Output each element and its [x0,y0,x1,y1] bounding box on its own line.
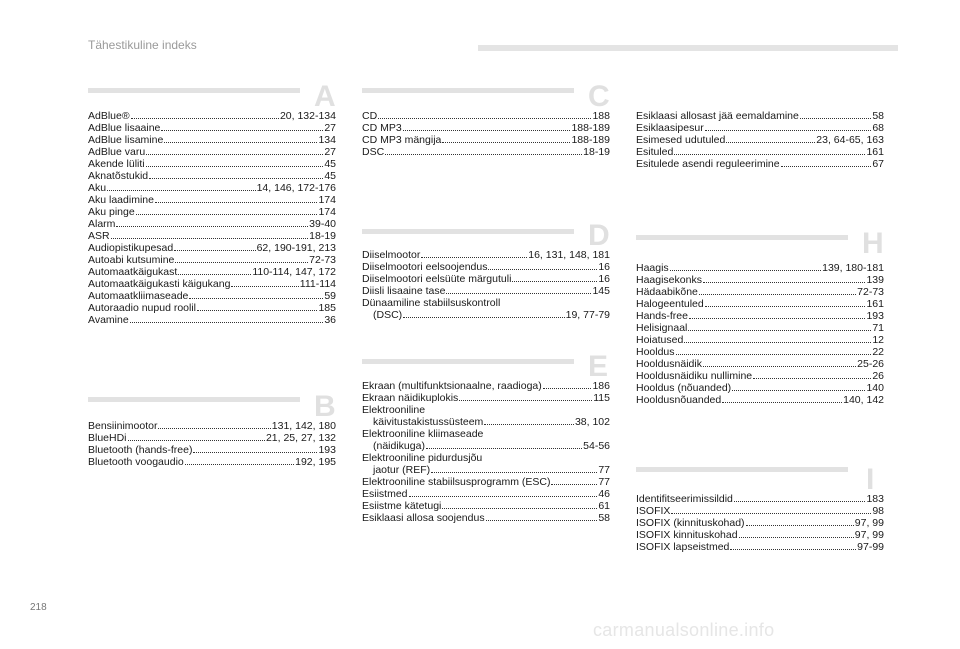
dot-leader [161,130,323,131]
index-term: Aku pinge [88,206,135,218]
index-pages: 185 [318,302,336,314]
dot-leader [193,452,317,453]
index-term: Hooldusnõuanded [636,394,722,406]
index-entry [88,302,336,314]
dot-leader [442,142,570,143]
index-term: Esiistme kätetugi [362,500,442,512]
dot-leader [130,322,324,323]
dot-leader [421,257,527,258]
index-entry [88,122,336,134]
section-a-letter: A [314,80,336,113]
dot-leader [705,306,866,307]
index-term: Halogeentuled [636,298,704,310]
index-pages: 23, 64-65, 163 [816,134,884,146]
section-b-divider [88,397,300,402]
section-e-letter: E [588,350,609,383]
section-i-letter: I [866,463,875,496]
index-entry [362,134,610,146]
index-term: Ekraan näidikuplokis [362,392,459,404]
index-pages: 18-19 [583,146,610,158]
index-entry [88,158,336,170]
dot-leader [746,525,854,526]
section-c-list [362,110,610,158]
dot-leader [178,274,251,275]
dot-leader [107,190,256,191]
index-pages: 21, 25, 27, 132 [265,432,336,444]
section-c-letter: C [588,80,610,113]
index-entry [362,380,610,392]
dot-leader [486,520,598,521]
index-pages: 110-114, 147, 172 [252,266,336,278]
index-entry [362,500,610,512]
index-pages: 72-73 [309,254,336,266]
index-entry [362,309,610,321]
index-entry [88,290,336,302]
index-pages: 39-40 [309,218,336,230]
index-entry [362,146,610,158]
index-pages: 38, 102 [574,416,610,428]
index-term: Alarm [88,218,116,230]
index-entry [362,249,610,261]
dot-leader [197,310,317,311]
section-e-divider [362,359,574,364]
index-term: DSC [362,146,385,158]
index-pages: 140, 142 [843,394,884,406]
page-header-title: Tähestikuline indeks [88,38,197,52]
index-term: käivitustakistussüsteem [373,416,484,428]
index-entry [88,444,336,456]
dot-leader [781,166,872,167]
index-entry [636,334,884,346]
index-pages: 131, 142, 180 [271,420,336,432]
page-number: 218 [30,602,47,613]
index-term: ISOFIX kinnituskohad [636,529,738,541]
index-term: Hooldus [636,346,675,358]
index-term: Dünaamiline stabiilsuskontroll [362,297,501,309]
dot-leader [753,378,871,379]
index-entry [362,512,610,524]
index-entry [88,242,336,254]
index-pages: 188-189 [571,134,610,146]
index-term: Esituled [636,146,674,158]
index-pages: 139 [866,274,884,286]
index-pages: 16, 131, 148, 181 [528,249,610,261]
index-term: AdBlue varu [88,146,146,158]
index-term: Diisli lisaaine tase [362,285,446,297]
index-term: Autoraadio nupud roolil [88,302,196,314]
dot-leader [689,318,866,319]
dot-leader [174,250,255,251]
index-pages: 193 [866,310,884,322]
index-entry [636,110,884,122]
index-entry [88,420,336,432]
index-pages: 161 [866,298,884,310]
index-entry [636,517,884,529]
dot-leader [128,440,265,441]
index-term: ISOFIX [636,505,671,517]
index-term: Aku laadimine [88,194,154,206]
index-term: Aknatõstukid [88,170,149,182]
index-term: Automaatkäigukast [88,266,178,278]
header-bar [478,45,898,51]
index-pages: 26 [872,370,884,382]
dot-leader [551,484,597,485]
index-pages: 77 [598,464,610,476]
index-term: Audiopistikupesad [88,242,174,254]
dot-leader [722,402,842,403]
dot-leader [670,270,821,271]
dot-leader [431,472,597,473]
index-entry [636,298,884,310]
dot-leader [703,366,856,367]
index-term: Haagis [636,262,669,274]
index-entry [362,452,610,464]
index-entry [636,122,884,134]
index-entry [88,170,336,182]
index-pages: 174 [318,194,336,206]
dot-leader [800,118,871,119]
index-pages: 174 [318,206,336,218]
section-d-letter: D [588,219,610,252]
index-entry [636,358,884,370]
index-term: Identifitseerimissildid [636,493,733,505]
index-pages: 134 [318,134,336,146]
index-term: ISOFIX (kinnituskohad) [636,517,745,529]
index-entry [88,266,336,278]
dot-leader [426,448,582,449]
index-entry [636,505,884,517]
index-entry [362,273,610,285]
dot-leader [726,142,815,143]
dot-leader [512,281,597,282]
index-entry [636,158,884,170]
dot-leader [385,154,582,155]
index-term: Bensiinimootor [88,420,158,432]
index-term: Bluetooth voogaudio [88,456,184,468]
index-term: Elektrooniline stabiilsusprogramm (ESC) [362,476,551,488]
index-term: Elektrooniline kliimaseade [362,428,484,440]
dot-leader [231,286,298,287]
index-pages: 71 [872,322,884,334]
dot-leader [734,501,866,502]
dot-leader [111,238,309,239]
index-pages: 20, 132-134 [279,110,336,122]
dot-leader [146,154,323,155]
dot-leader [189,298,323,299]
index-pages: 27 [324,146,336,158]
index-entry [88,194,336,206]
index-term: Automaatkäigukasti käigukang [88,278,231,290]
index-pages: 61 [598,500,610,512]
index-term: Bluetooth (hands-free) [88,444,193,456]
section-i-list [636,493,884,553]
dot-leader [730,549,856,550]
dot-leader [705,130,872,131]
section-i-divider [636,467,848,472]
index-term: Ekraan (multifunktsionaalne, raadioga) [362,380,542,392]
index-entry [362,110,610,122]
index-pages: 62, 190-191, 213 [256,242,336,254]
dot-leader [175,262,308,263]
index-pages: 188-189 [571,122,610,134]
index-pages: 58 [872,110,884,122]
index-term: Diiselmootor [362,249,421,261]
index-term: CD [362,110,378,122]
dot-leader [446,293,591,294]
index-term: Akende lüliti [88,158,145,170]
index-entry [362,404,610,416]
index-entry [88,146,336,158]
index-pages: 19, 77-79 [565,309,610,321]
index-entry [636,262,884,274]
index-pages: 111-114 [299,278,336,290]
section-c-divider [362,88,574,93]
index-entry [88,134,336,146]
index-entry [636,346,884,358]
index-pages: 77 [598,476,610,488]
index-term: Avamine [88,314,129,326]
section-h-letter: H [862,227,884,260]
index-pages: 12 [872,334,884,346]
index-pages: 139, 180-181 [822,262,884,274]
dot-leader [676,354,872,355]
index-entry [362,261,610,273]
index-entry [88,206,336,218]
index-pages: 115 [593,392,610,404]
index-pages: 36 [324,314,336,326]
dot-leader [543,388,592,389]
index-term: CD MP3 [362,122,402,134]
index-term: Aku [88,182,107,194]
index-entry [362,428,610,440]
index-term: ISOFIX lapseistmed [636,541,730,553]
index-pages: 58 [598,512,610,524]
dot-leader [459,400,592,401]
dot-leader [185,464,294,465]
dot-leader [484,424,574,425]
index-pages: 46 [598,488,610,500]
index-pages: 18-19 [309,230,336,242]
index-pages: 186 [592,380,610,392]
index-entry [362,464,610,476]
section-h-list [636,262,884,406]
index-pages: 72-73 [857,286,884,298]
index-term: (DSC) [373,309,403,321]
index-entry [636,370,884,382]
index-entry [362,297,610,309]
index-pages: 97-99 [857,541,884,553]
dot-leader [684,342,871,343]
section-b-letter: B [314,390,336,423]
index-term: Hooldus (nõuanded) [636,382,732,394]
dot-leader [403,317,564,318]
section-d-divider [362,229,574,234]
index-term: Diiselmootori eelsüüte märgutuli [362,273,512,285]
section-d-list [362,249,610,321]
dot-leader [488,269,597,270]
index-term: Esiklaasi allosast jää eemaldamine [636,110,799,122]
dot-leader [442,508,597,509]
index-term: Hoiatused [636,334,684,346]
dot-leader [378,118,591,119]
index-term: Esiklaasi allosa soojendus [362,512,485,524]
index-entry [88,230,336,242]
index-entry [88,182,336,194]
index-entry [362,488,610,500]
section-b-list [88,420,336,468]
index-pages: 161 [866,146,884,158]
dot-leader [699,294,856,295]
index-entry [88,278,336,290]
dot-leader [136,214,318,215]
index-entry [636,274,884,286]
index-pages: 16 [598,261,610,273]
index-pages: 193 [318,444,336,456]
dot-leader [164,142,317,143]
index-pages: 54-56 [583,440,610,452]
index-entry [636,286,884,298]
index-term: Esiklaasipesur [636,122,704,134]
index-term: AdBlue lisamine [88,134,164,146]
dot-leader [403,130,571,131]
index-pages: 22 [872,346,884,358]
index-term: Hooldusnäidiku nullimine [636,370,753,382]
index-entry [362,416,610,428]
index-term: Hooldusnäidik [636,358,702,370]
index-term: Elektrooniline pidurdusjõu [362,452,483,464]
index-pages: 67 [872,158,884,170]
index-term: Diiselmootori eelsoojendus [362,261,488,273]
watermark: carmanualsonline.info [593,620,775,640]
index-pages: 16 [598,273,610,285]
index-pages: 183 [866,493,884,505]
index-entry [88,218,336,230]
index-term: AdBlue® [88,110,130,122]
index-term: Helisignaal [636,322,688,334]
section-e-continued-list [636,110,884,170]
section-a-divider [88,88,300,93]
index-term: AdBlue lisaaine [88,122,161,134]
index-term: BlueHDi [88,432,127,444]
index-term: jaotur (REF) [373,464,431,476]
index-pages: 27 [324,122,336,134]
dot-leader [155,202,318,203]
index-entry [636,529,884,541]
index-term: Hands-free [636,310,688,322]
index-entry [88,432,336,444]
index-entry [362,392,610,404]
index-entry [362,476,610,488]
index-term: Esitulede asendi reguleerimine [636,158,780,170]
dot-leader [149,178,323,179]
index-pages: 140 [866,382,884,394]
index-pages: 25-26 [857,358,884,370]
index-entry [636,541,884,553]
dot-leader [739,537,854,538]
index-pages: 59 [324,290,336,302]
index-term: (näidikuga) [373,440,425,452]
index-entry [636,493,884,505]
index-entry [362,285,610,297]
index-pages: 45 [324,170,336,182]
index-entry [88,456,336,468]
index-entry [636,146,884,158]
index-entry [636,382,884,394]
index-pages: 188 [592,110,610,122]
dot-leader [674,154,865,155]
dot-leader [116,226,308,227]
index-entry [88,314,336,326]
index-pages: 192, 195 [295,456,336,468]
index-term: Elektrooniline [362,404,426,416]
section-h-divider [636,235,848,240]
dot-leader [158,428,270,429]
dot-leader [671,513,871,514]
dot-leader [688,330,871,331]
index-entry [362,440,610,452]
index-term: ASR [88,230,110,242]
index-pages: 14, 146, 172-176 [256,182,336,194]
dot-leader [131,118,279,119]
index-term: CD MP3 mängija [362,134,442,146]
index-entry [636,310,884,322]
index-entry [88,254,336,266]
index-term: Automaatkliimaseade [88,290,189,302]
dot-leader [732,390,865,391]
index-entry [636,134,884,146]
index-entry [636,394,884,406]
index-term: Haagisekonks [636,274,702,286]
index-pages: 98 [872,505,884,517]
dot-leader [146,166,324,167]
index-entry [636,322,884,334]
index-pages: 97, 99 [854,517,884,529]
index-term: Esiistmed [362,488,408,500]
index-pages: 145 [592,285,610,297]
index-pages: 97, 99 [854,529,884,541]
dot-leader [409,496,598,497]
index-pages: 68 [872,122,884,134]
dot-leader [703,282,866,283]
index-term: Autoabi kutsumine [88,254,175,266]
index-term: Esimesed udutuled [636,134,726,146]
section-a-list [88,110,336,326]
index-pages: 45 [324,158,336,170]
index-entry [88,110,336,122]
index-entry [362,122,610,134]
index-term: Hädaabikõne [636,286,698,298]
section-e-list [362,380,610,524]
